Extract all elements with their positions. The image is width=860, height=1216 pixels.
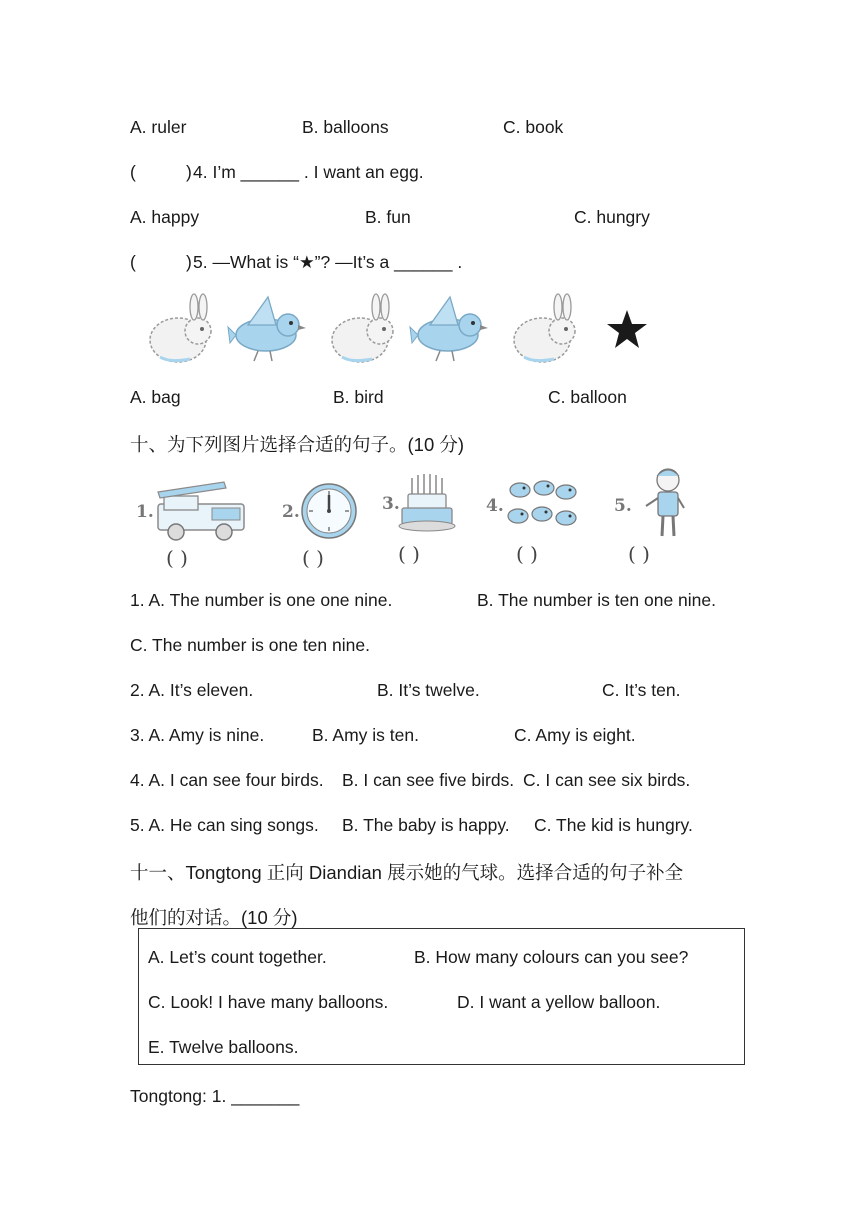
picture-answer-blank: ( ): [516, 542, 538, 566]
q4-question: 4. I’m ______ . I want an egg.: [193, 162, 424, 182]
q4-option-a: A. happy: [130, 207, 200, 227]
kid-icon: [640, 466, 690, 540]
item1-option-c: C. The number is one ten nine.: [130, 635, 370, 655]
item3-option-a: 3. A. Amy is nine.: [130, 725, 265, 745]
item2-option-c: C. It’s ten.: [602, 680, 681, 700]
rabbit-icon: [150, 294, 211, 362]
item3-option-c: C. Amy is eight.: [514, 725, 636, 745]
picture-answer-blank: ( ): [302, 546, 324, 570]
q4-option-b: B. fun: [365, 207, 411, 227]
item5-option-c: C. The kid is hungry.: [534, 815, 693, 835]
picture-answer-blank: ( ): [398, 542, 420, 566]
picture-number: 4.: [486, 496, 504, 516]
item4-option-c: C. I can see six birds.: [523, 770, 691, 790]
q5-question: 5. —What is “★”? —It’s a ______ .: [193, 252, 463, 272]
item1-option-a: 1. A. The number is one one nine.: [130, 590, 393, 610]
star-icon: [607, 310, 647, 348]
box-option-b: B. How many colours can you see?: [414, 947, 689, 967]
bird-icon: [228, 297, 306, 361]
box-option-c: C. Look! I have many balloons.: [148, 992, 389, 1012]
item4-option-b: B. I can see five birds.: [342, 770, 515, 790]
q3-option-b: B. balloons: [302, 117, 389, 137]
item5-option-b: B. The baby is happy.: [342, 815, 510, 835]
item3-option-b: B. Amy is ten.: [312, 725, 419, 745]
q4-option-c: C. hungry: [574, 207, 650, 227]
q5-option-a: A. bag: [130, 387, 181, 407]
picture-answer-blank: ( ): [166, 546, 188, 570]
q3-option-c: C. book: [503, 117, 564, 137]
item1-option-b: B. The number is ten one nine.: [477, 590, 716, 610]
section11-title-line1: 十一、Tongtong 正向 Diandian 展示她的气球。选择合适的句子补全: [130, 862, 684, 883]
item5-option-a: 5. A. He can sing songs.: [130, 815, 319, 835]
q4-answer-paren-close: ): [186, 162, 192, 182]
box-option-d: D. I want a yellow balloon.: [457, 992, 661, 1012]
birds-icon: [504, 476, 582, 536]
q5-picture-sequence: [130, 290, 670, 370]
dialogue-line-1: Tongtong: 1. _______: [130, 1086, 300, 1106]
q3-option-a: A. ruler: [130, 117, 187, 137]
picture-number: 2.: [282, 502, 300, 522]
picture-number: 5.: [614, 496, 632, 516]
item2-option-a: 2. A. It’s eleven.: [130, 680, 254, 700]
item2-option-b: B. It’s twelve.: [377, 680, 480, 700]
item4-option-a: 4. A. I can see four birds.: [130, 770, 324, 790]
section11-title-line2: 他们的对话。(10 分): [130, 907, 298, 928]
clock-icon: [300, 480, 358, 542]
section10-title: 十、为下列图片选择合适的句子。(10 分): [130, 434, 465, 455]
fire-truck-icon: [154, 480, 248, 542]
picture-number: 1.: [136, 502, 154, 522]
q5-option-c: C. balloon: [548, 387, 627, 407]
picture-answer-blank: ( ): [628, 542, 650, 566]
section10-pictures: [130, 466, 700, 570]
q5-answer-paren-open: (: [130, 252, 136, 272]
box-option-a: A. Let’s count together.: [148, 947, 327, 967]
q5-answer-paren-close: ): [186, 252, 192, 272]
picture-number: 3.: [382, 494, 400, 514]
bird-icon: [410, 297, 488, 361]
rabbit-icon: [514, 294, 575, 362]
rabbit-icon: [332, 294, 393, 362]
birthday-cake-icon: [398, 472, 456, 534]
q4-answer-paren-open: (: [130, 162, 136, 182]
q5-option-b: B. bird: [333, 387, 384, 407]
box-option-e: E. Twelve balloons.: [148, 1037, 299, 1057]
